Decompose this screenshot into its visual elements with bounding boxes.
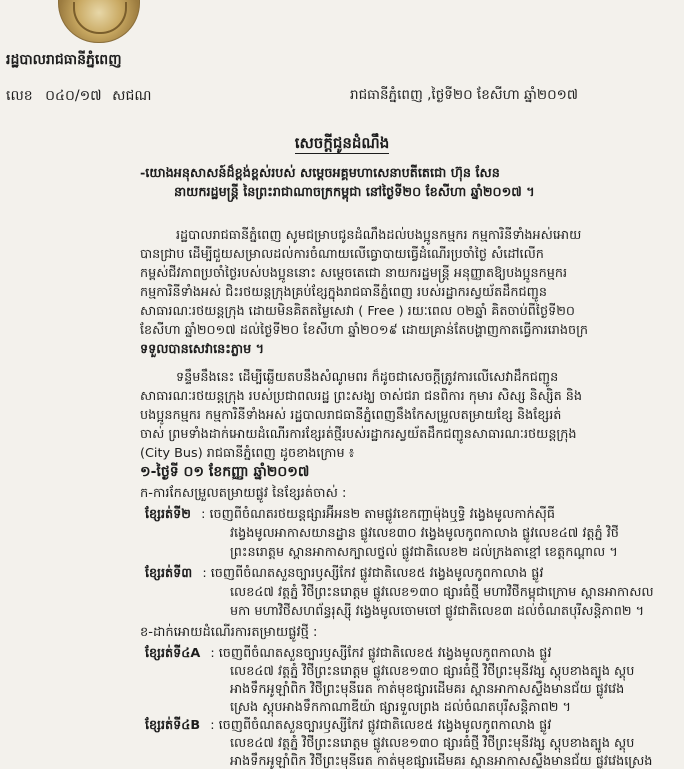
organization-name: រដ្ឋបាលរាជធានីភ្នំពេញ <box>6 52 122 68</box>
line-3-text-1: : ចេញពីចំណតសួនច្បារឫស្សីកែវ ផ្លូវជាតិលេខ៥ វង្វេងមូលកូពកាលាង ផ្លូវ <box>202 566 544 581</box>
line-4b-label: ខ្សែរត់ទី៤B <box>145 718 201 733</box>
intro-line-1: -យោងអនុសាសន៍ដ៏ខ្ពង់ខ្ពស់របស់ សម្តេចអគ្គមហាសេនាបតីតេជោ ហ៊ុន សែន <box>140 166 500 181</box>
line-3-row-1 <box>145 566 543 581</box>
line-2-text-3: ព្រះនរោត្តម ស្ពានអាកាសក្បាលថ្នល់ ផ្លូវជាតិលេខ២ ដល់ក្រងតាខ្មៅ ខេត្តកណ្តាល ។ <box>230 545 618 560</box>
ref-number: ០៤០/១៧ <box>45 88 102 104</box>
sub-b-heading: ខ-ដាក់អោយដំណើរការតម្រាយផ្លូវថ្មី : <box>140 625 318 640</box>
line-4b-text-1: : ចេញពីចំណតសួនច្បារឫស្សីកែវ ផ្លូវជាតិលេខ៥ វង្វេងមូលកូពកាលាង ផ្លូវ <box>210 718 552 733</box>
line-2-label: ខ្សែរត់ទី២ <box>145 507 191 522</box>
line-2-text-2: វង្វេងមូលអាកាសយានដ្ឋាន ផ្លូវលេខ៣០ វង្វេងមូលកូពកាលាង ផ្លូវលេខ៤៧ វត្តភ្នំ វិថី <box>230 526 619 541</box>
date-line: រាជធានីភ្នំពេញ ,ថ្ងៃទី២០ ខែសីហា ឆ្នាំ២០១៧ <box>350 87 578 103</box>
line-4b-row-1 <box>145 718 551 733</box>
para2-line-2: សាធារណៈរថយន្តក្រុង របស់ប្រជាពលរដ្ឋ ព្រះសង្ឃ ចាស់ជរា ជនពិការ កុមារ សិស្ស និស្សិត និង <box>140 389 583 404</box>
para1-line-6: ខែសីហា ឆ្នាំ២០១៧ ដល់ថ្ងៃទី២០ ខែសីហា ឆ្នាំ២០១៩ ដោយគ្រាន់តែបង្ហាញកាតធ្វើការរោងចក្រ <box>140 323 589 338</box>
emblem-seal <box>58 0 140 43</box>
line-4a-label: ខ្សែរត់ទី៤A <box>145 646 201 661</box>
para1-line-2: បានជ្រាប ដើម្បីជួយសម្រាលដល់ការចំណាយលើធ្វោបាយធ្វើដំណើរប្រចាំថ្ងៃ សំដៅលើក <box>140 247 544 262</box>
line-2-text-1: : ចេញពីចំណតរថយន្តផ្សារអ៊ីអន២ តាមផ្លូវខេកញ្ជាម៉ុងឬទ្ធិ វង្វេងមូលកាក់ស៊ីធី <box>201 507 555 522</box>
line-4b-text-2: លេខ៤៧ វត្តភ្នំ វិថីព្រះនរោត្តម ផ្លូវលេខ១៣០ ផ្សារធំថ្មី វិថីព្រះមុនីវង្ស ស្តុបខាងត្បូង ស្តុប <box>230 736 635 751</box>
para1-line-3: កម្ពស់ជីវភាពប្រចាំថ្ងៃរបស់បងប្អូននោះ សម្តេចតេជោ នាយករដ្ឋមន្ត្រី អនុញ្ញាតឱ្យបងប្អូនកម្មករ <box>140 266 568 281</box>
sub-a-heading: ក-ការកែសម្រួលតម្រាយផ្លូវ នៃខ្សែរត់ចាស់ : <box>140 486 347 501</box>
para1-line-4: កម្មការិនីទាំងអស់ ជិះរថយន្តក្រុងគ្រប់ខ្សែក្នុងរាជធានីភ្នំពេញ របស់រដ្ឋាករស្វយ័តដឹកជញ្ជូន <box>140 285 547 300</box>
document-title: សេចក្តីជូនដំណឹង <box>294 134 390 152</box>
line-4b-text-3: អាងទឹកអូឡាំពិក វិថីព្រះមុនីរេត កាត់មុខផ្សារដើមគរ ស្ពានអាកាសស្ទឹងមានជ័យ ផ្លូវវេងស្រេង <box>230 754 653 769</box>
line-3-text-2: លេខ៤៧ វត្តភ្នំ វិថីព្រះនរោត្តម ផ្លូវលេខ១៣០ ផ្សារធំថ្មី មហាវិថីកម្ពុជាក្រោម ស្ពានអាកាសល <box>230 585 654 600</box>
para1-line-1: រដ្ឋបាលរាជធានីភ្នំពេញ សូមជម្រាបជូនដំណឹងដល់បងប្អូនកម្មករ កម្មការិនីទាំងអស់អោយ <box>176 228 582 243</box>
ref-suffix: សជណ <box>112 88 152 104</box>
line-4a-text-4: ស្រេង ស្តុបអាងទឹកកាណាឌីយ៉ា ផ្សារទួលព្រង ដល់ចំណតបុរីសន្តិភាព២ ។ <box>230 700 571 715</box>
para2-line-4: ចាស់ ព្រមទាំងដាក់អោយដំណើរការខ្សែរត់ថ្មីរបស់រដ្ឋាករស្វយ័តដឹកជញ្ជូនសាធារណៈរថយន្តក្រុង <box>140 427 577 442</box>
intro-line-2: នាយករដ្ឋមន្ត្រី នៃព្រះរាជាណាចក្រកម្ពុជា នៅថ្ងៃទី២០ ខែសីហា ឆ្នាំ២០១៧ ។ <box>174 185 535 200</box>
para1-line-5: សាធារណៈរថយន្តក្រុង ដោយមិនគិតតម្លៃសេវា ( Free ) រយៈពេល ០២ឆ្នាំ គិតចាប់ពីថ្ងៃទី២០ <box>140 304 575 319</box>
line-4a-text-1: : ចេញពីចំណតសួនច្បារឫស្សីកែវ ផ្លូវជាតិលេខ៥ វង្វេងមូលកូពកាលាង ផ្លូវ <box>210 646 552 661</box>
line-2-row-1 <box>145 507 555 522</box>
para1-line-7: ទទួលបានសេវានេះភ្លាម ។ <box>140 342 265 357</box>
section-1-heading: ១-ថ្ងៃទី ០១ ខែកញ្ញា ឆ្នាំ២០១៧ <box>140 464 310 480</box>
para2-line-1: ទន្ទឹមនឹងនេះ ដើម្បីឆ្លើយតបនឹងសំណូមពរ ក៏ដូចជាសេចក្តីត្រូវការលើសេវាដឹកជញ្ជូន <box>176 370 559 385</box>
para2-line-5: (City Bus) រាជធានីភ្នំពេញ ដូចខាងក្រោម ៖ <box>140 446 355 461</box>
line-4a-text-3: អាងទឹកអូឡាំពិក វិថីព្រះមុនីរេត កាត់មុខផ្សារដើមគរ ស្ពានអាកាសស្ទឹងមានជ័យ ផ្លូវវេង <box>230 682 625 697</box>
reference-number <box>6 86 151 107</box>
line-4a-row-1 <box>145 646 551 661</box>
ref-label: លេខ <box>6 88 33 104</box>
line-3-label: ខ្សែរត់ទី៣ <box>145 566 193 581</box>
line-3-text-3: មកា មហាវិថីសហព័ន្ធរុស្ស៊ី វង្វេងមូលចោមចៅ ផ្លូវជាតិលេខ៣ ដល់ចំណតបុរីសន្តិភាព២ ។ <box>230 604 645 619</box>
line-4a-text-2: លេខ៤៧ វត្តភ្នំ វិថីព្រះនរោត្តម ផ្លូវលេខ១៣០ ផ្សារធំថ្មី វិថីព្រះមុនីវង្ស ស្តុបខាងត្បូង ស្តុប <box>230 664 635 679</box>
para2-line-3: បងប្អូនកម្មករ កម្មការិនីទាំងអស់ រដ្ឋបាលរាជធានីភ្នំពេញនឹងកែសម្រួលតម្រាយខ្សែ និងខ្សែរត់ <box>140 408 562 423</box>
